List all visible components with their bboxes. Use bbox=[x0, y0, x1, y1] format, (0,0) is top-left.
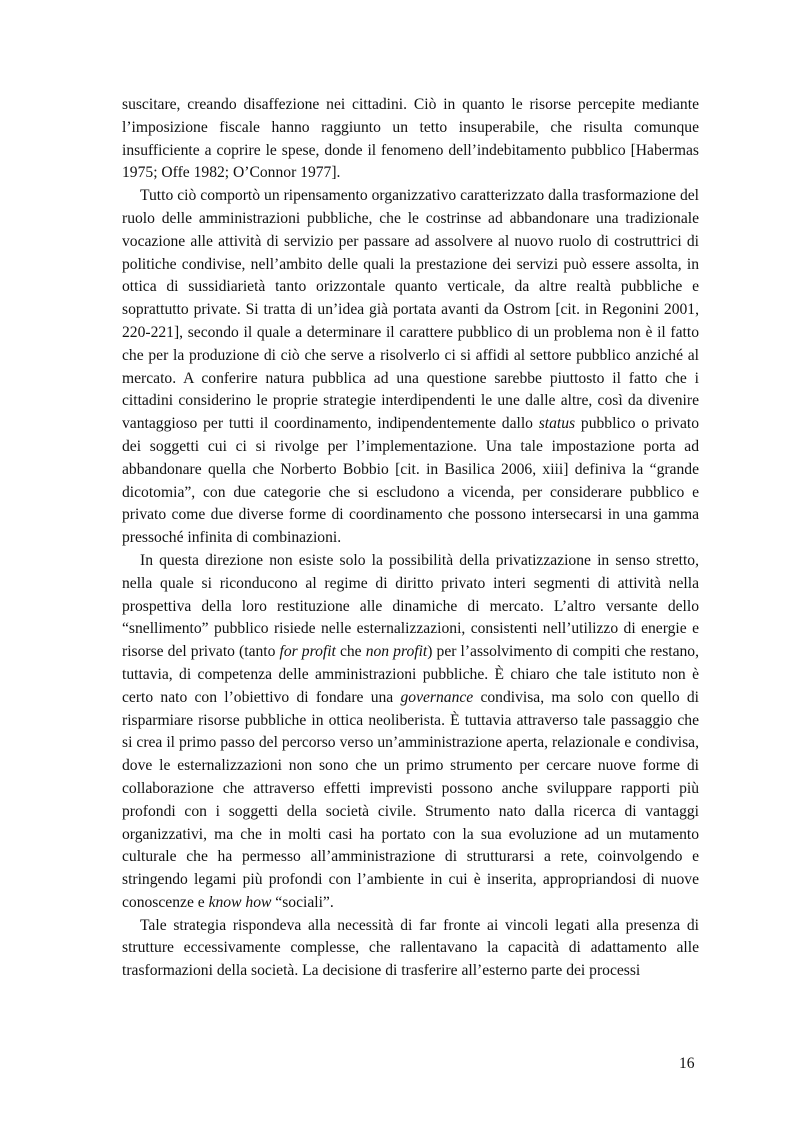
italic-term: status bbox=[538, 415, 576, 433]
paragraph-text: che bbox=[335, 643, 366, 661]
paragraph-text: pubblico o privato dei soggetti cui ci si rivolge per l’implementazione. Una tale impostazione porta ad abbandonare quella che Norberto Bobbio [cit. in Basilica 2006, xiii] definiva la “grande dicotomia”, con due categorie che si escludono a vicenda, per considerare pubblico e privato come due diverse forme di coordinamento che possono intersecarsi in una gamma pressoché infinita di combinazioni. bbox=[122, 415, 699, 547]
paragraph-text: suscitare, creando disaffezione nei cittadini. Ciò in quanto le risorse percepite mediante l’imposizione fiscale hanno raggiunto un tetto insuperabile, che risulta comunque insufficiente a coprire le spese, donde il fenomeno dell’indebitamento pubblico [Habermas 1975; Offe 1982; O’Connor 1977]. bbox=[122, 96, 699, 182]
document-body bbox=[122, 94, 699, 983]
paragraph-text: condivisa, ma solo con quello di risparmiare risorse pubbliche in ottica neoliberista. È tuttavia attraverso tale passaggio che si crea il primo passo del percorso verso un’amministrazione aperta, relazionale e condivisa, dove le esternalizzazioni non sono che un primo strumento per cercare nuove forme di collaborazione che attraverso effetti imprevisti possono anche sviluppare rapporti più profondi con i soggetti della società civile. Strumento nato dalla ricerca di vantaggi organizzativi, ma che in molti casi ha portato con la sua evoluzione ad un mutamento culturale che ha permesso all’amministrazione di strutturarsi a rete, coinvolgendo e stringendo legami più profondi con l’ambiente in cui è inserita, appropriandosi di nuove conoscenze e bbox=[122, 688, 700, 911]
paragraph-text: In questa direzione non esiste solo la possibilità della privatizzazione in senso stretto, nella quale si riconducono al regime di diritto privato interi segmenti di attività nella prospettiva della loro restituzione alle dinamiche di mercato. L’altro versante dello “snellimento” pubblico risiede nelle esternalizzazioni, consistenti nell’utilizzo di energie e risorse del privato (tanto bbox=[122, 551, 699, 661]
paragraph-1 bbox=[122, 94, 699, 185]
paragraph-4 bbox=[122, 915, 699, 983]
page-number: 16 bbox=[679, 1055, 695, 1072]
paragraph-text: ) per l’assolvimento di compiti che restano, tuttavia, di competenza delle amministrazioni pubbliche. È chiaro che tale istituto non è certo nato con l’obiettivo di fondare una bbox=[122, 643, 700, 706]
italic-term: know how bbox=[208, 893, 272, 911]
paragraph-2 bbox=[122, 185, 699, 550]
italic-term: for profit bbox=[279, 643, 336, 661]
paragraph-text: Tutto ciò comportò un ripensamento organizzativo caratterizzato dalla trasformazione del ruolo delle amministrazioni pubbliche, che le costrinse ad abbandonare una tradizionale vocazione alle attività di servizio per passare ad assolvere al nuovo ruolo di costruttrici di politiche condivise, nell’ambito delle quali la prestazione dei servizi può essere assolta, in ottica di sussidiarietà tanto orizzontale quanto verticale, da altre realtà pubbliche e soprattutto private. Si tratta di un’idea già portata avanti da Ostrom [cit. in Regonini 2001, 220-221], secondo il quale a determinare il carattere pubblico di un problema non è il fatto che per la produzione di ciò che serve a risolverlo ci si affidi al settore pubblico anziché al mercato. A conferire natura pubblica ad una questione sarebbe piuttosto il fatto che i cittadini considerino le proprie strategie interdipendenti le une dalle altre, così da divenire vantaggioso per tutti il coordinamento, indipendentemente dallo bbox=[122, 187, 699, 433]
italic-term: governance bbox=[400, 688, 474, 706]
paragraph-text: “sociali”. bbox=[271, 893, 334, 911]
italic-term: non profit bbox=[365, 643, 428, 661]
paragraph-3 bbox=[122, 550, 699, 915]
paragraph-text: Tale strategia rispondeva alla necessità di far fronte ai vincoli legati alla presenza di strutture eccessivamente complesse, che rallentavano la capacità di adattamento alle trasformazioni della società. La decisione di trasferire all’esterno parte dei processi bbox=[122, 916, 699, 980]
